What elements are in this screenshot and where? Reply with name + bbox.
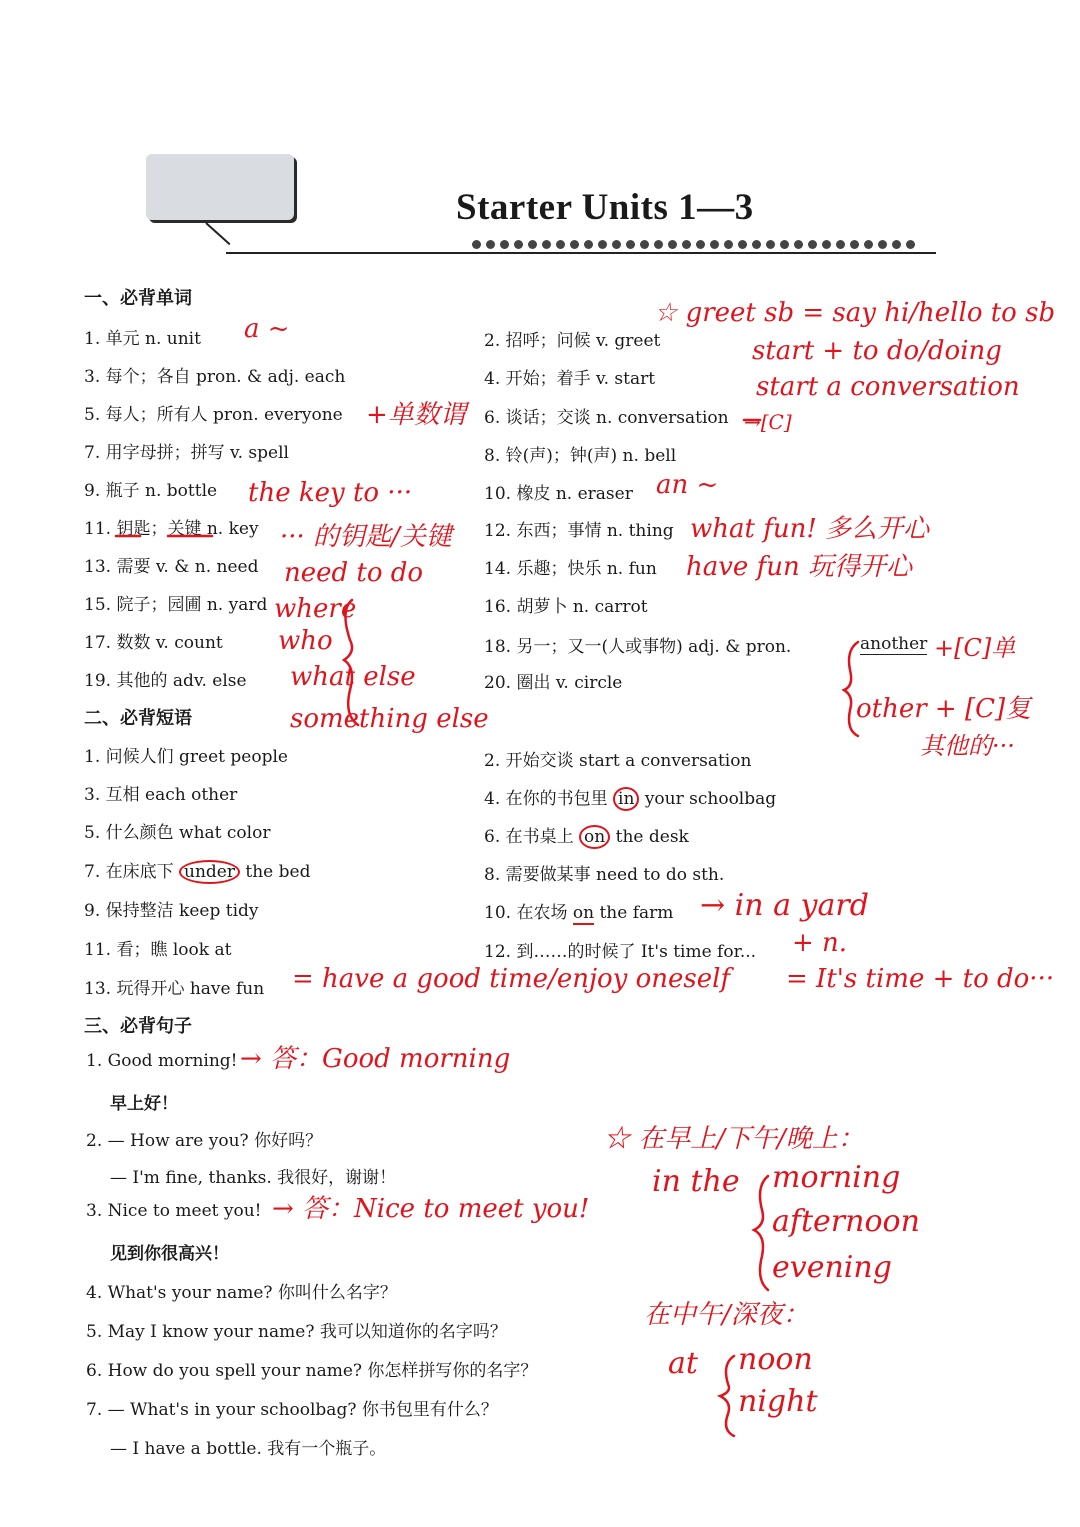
note-in-the: in the bbox=[652, 1164, 740, 1199]
circled-on: on bbox=[579, 825, 610, 849]
word-item: 3. 每个；各自 pron. & adj. each bbox=[84, 367, 346, 387]
sentence-translation: 早上好！ bbox=[110, 1094, 178, 1114]
word-item: 7. 用字母拼；拼写 v. spell bbox=[84, 443, 289, 463]
brace-another-other bbox=[844, 642, 858, 736]
phrase-item: 12. 到……的时候了 It's time for... bbox=[484, 942, 757, 962]
word-item: 6. 谈话；交谈 n. conversation bbox=[484, 408, 729, 428]
phrase-item: 1. 问候人们 greet people bbox=[84, 747, 288, 767]
phrase-item: 7. 在床底下 under the bed bbox=[84, 862, 311, 882]
note-in-the-time: ☆ 在早上/下午/晚上： bbox=[604, 1124, 864, 1154]
note-noon: noon bbox=[738, 1342, 813, 1377]
sentence-item: 4. What's your name? 你叫什么名字？ bbox=[86, 1283, 397, 1303]
note-evening: evening bbox=[772, 1250, 892, 1285]
phrase-item: 2. 开始交谈 start a conversation bbox=[484, 751, 752, 771]
note-plus-n: + n. bbox=[792, 928, 848, 958]
note-answer-good-morning: → 答：Good morning bbox=[240, 1044, 511, 1074]
word-item: 9. 瓶子 n. bottle bbox=[84, 481, 218, 501]
section-heading-phrases: 二、必背短语 bbox=[84, 708, 192, 729]
brace-at bbox=[720, 1356, 734, 1436]
word-item: 12. 东西；事情 n. thing bbox=[484, 521, 674, 541]
word-item: 8. 铃(声)；钟(声) n. bell bbox=[484, 446, 677, 466]
note-where: where bbox=[274, 594, 357, 624]
word-item: 20. 圈出 v. circle bbox=[484, 673, 623, 693]
note-countable: →[C] bbox=[744, 410, 792, 434]
word-item: 5. 每人；所有人 pron. everyone bbox=[84, 405, 343, 425]
phrase-item: 5. 什么颜色 what color bbox=[84, 823, 271, 843]
word-item: 1. 单元 n. unit bbox=[84, 329, 201, 349]
sentence-item: 7. — What's in your schoolbag? 你书包里有什么？ bbox=[86, 1400, 498, 1420]
note-other-plural: other + [C]复 bbox=[856, 694, 1032, 724]
sentence-item: 5. May I know your name? 我可以知道你的名字吗？ bbox=[86, 1322, 507, 1342]
note-other-meaning: 其他的··· bbox=[920, 732, 1015, 760]
phrase-item: 10. 在农场 on the farm bbox=[484, 903, 674, 923]
section-heading-words: 一、必背单词 bbox=[84, 288, 192, 309]
word-item: 10. 橡皮 n. eraser bbox=[484, 484, 633, 504]
sentence-reply: — I'm fine, thanks. 我很好，谢谢！ bbox=[110, 1168, 397, 1188]
note-afternoon: afternoon bbox=[772, 1204, 920, 1239]
circled-in: in bbox=[613, 787, 639, 811]
word-another: another bbox=[860, 634, 928, 654]
word-item: 16. 胡萝卜 n. carrot bbox=[484, 597, 648, 617]
section-heading-sentences: 三、必背句子 bbox=[84, 1016, 192, 1037]
word-item: 15. 院子；园圃 n. yard bbox=[84, 595, 268, 615]
note-need-to-do: need to do bbox=[284, 558, 424, 588]
word-item: 13. 需要 v. & n. need bbox=[84, 557, 259, 577]
word-item: 4. 开始；着手 v. start bbox=[484, 369, 656, 389]
word-item: 19. 其他的 adv. else bbox=[84, 671, 247, 691]
sentence-reply: — I have a bottle. 我有一个瓶子。 bbox=[110, 1439, 387, 1459]
note-in-a-yard: → in a yard bbox=[700, 888, 869, 923]
note-an-eraser: an ~ bbox=[656, 470, 719, 500]
note-something-else: something else bbox=[290, 704, 489, 734]
word-item: 14. 乐趣；快乐 n. fun bbox=[484, 559, 657, 579]
note-morning: morning bbox=[772, 1160, 901, 1195]
note-greet: ☆ greet sb = say hi/hello to sb bbox=[654, 298, 1056, 328]
note-night: night bbox=[738, 1384, 818, 1419]
note-key-meaning: ··· 的钥匙/关键 bbox=[280, 522, 452, 552]
page-title: Starter Units 1—3 bbox=[456, 187, 754, 228]
sentence-item: 1. Good morning! bbox=[86, 1051, 238, 1071]
note-at-time: 在中午/深夜： bbox=[644, 1300, 809, 1330]
note-a-unit: a ~ bbox=[244, 314, 290, 344]
note-answer-nice: → 答：Nice to meet you! bbox=[272, 1194, 590, 1224]
sentence-item: 2. — How are you? 你好吗？ bbox=[86, 1131, 323, 1151]
note-singular-verb: +单数谓 bbox=[366, 400, 466, 430]
underlined-on: on bbox=[572, 903, 595, 923]
word-item: 2. 招呼；问候 v. greet bbox=[484, 331, 661, 351]
note-what-else: what else bbox=[290, 662, 416, 692]
brace-else bbox=[344, 600, 358, 725]
phrase-item: 8. 需要做某事 need to do sth. bbox=[484, 865, 725, 885]
note-start-to-do: start + to do/doing bbox=[752, 336, 1002, 366]
word-item: 18. 另一；又一(人或事物) adj. & pron. bbox=[484, 637, 792, 657]
sentence-item: 6. How do you spell your name? 你怎样拼写你的名字？ bbox=[86, 1361, 538, 1381]
note-what-fun: what fun! 多么开心 bbox=[690, 514, 930, 544]
word-item: 11. 钥匙；关键 n. key bbox=[84, 519, 259, 539]
brace-in-the bbox=[754, 1176, 768, 1290]
sentence-item: 3. Nice to meet you! bbox=[86, 1201, 262, 1221]
note-who: who bbox=[278, 626, 333, 656]
phrase-item: 11. 看；瞧 look at bbox=[84, 940, 232, 960]
word-item: 17. 数数 v. count bbox=[84, 633, 223, 653]
circled-under: under bbox=[179, 860, 240, 884]
note-its-time-to-do: = It's time + to do··· bbox=[786, 964, 1055, 994]
phrase-item: 4. 在你的书包里 in your schoolbag bbox=[484, 789, 777, 809]
note-have-fun: have fun 玩得开心 bbox=[686, 552, 912, 582]
note-at: at bbox=[668, 1346, 698, 1381]
phrase-item: 9. 保持整洁 keep tidy bbox=[84, 901, 259, 921]
note-another-singular: +[C]单 bbox=[934, 634, 1016, 662]
phrase-item: 6. 在书桌上 on the desk bbox=[484, 827, 689, 847]
note-the-key-to: the key to ··· bbox=[248, 478, 413, 508]
phrase-item: 13. 玩得开心 have fun bbox=[84, 979, 265, 999]
sentence-translation: 见到你很高兴！ bbox=[110, 1244, 229, 1264]
note-start-conversation: start a conversation bbox=[756, 372, 1020, 402]
phrase-item: 3. 互相 each other bbox=[84, 785, 238, 805]
note-have-a-good-time: = have a good time/enjoy oneself bbox=[292, 964, 731, 994]
